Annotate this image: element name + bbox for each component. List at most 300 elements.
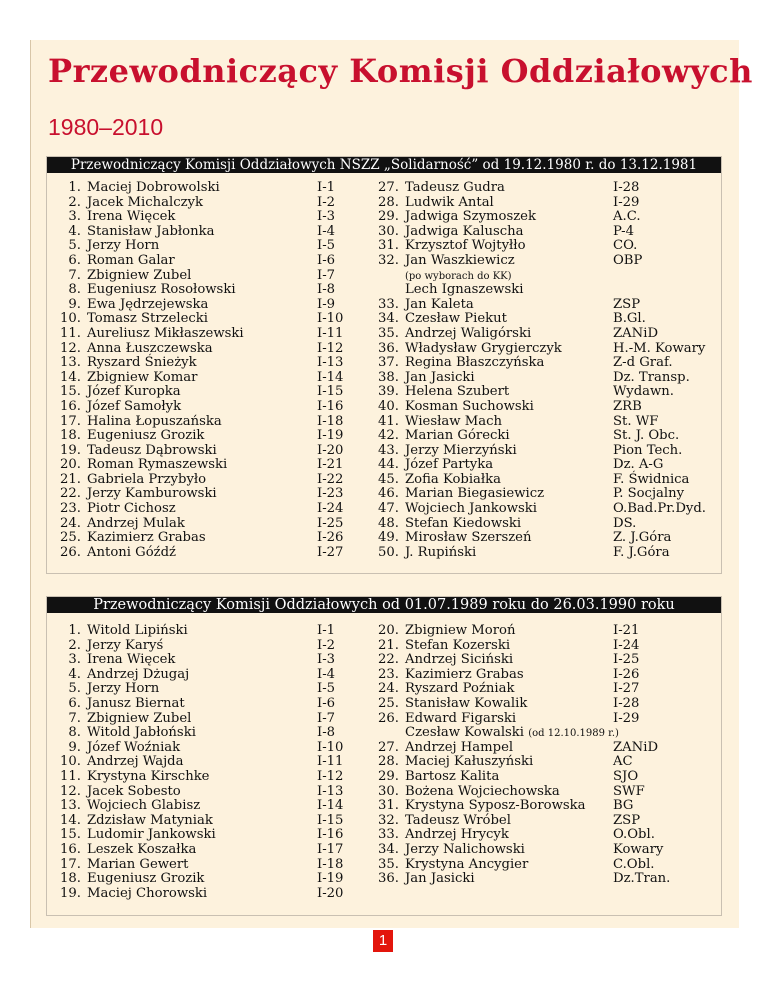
unit-code: I-28 [613, 695, 640, 711]
unit-code: I-7 [317, 267, 336, 283]
unit-code: I-3 [317, 652, 336, 668]
item-number: 4. [68, 666, 81, 682]
list-item [55, 814, 355, 829]
list-item [55, 196, 345, 211]
unit-code: I-28 [613, 180, 640, 195]
person-name: Marian Biegasiewicz [405, 486, 545, 502]
unit-code: I-22 [317, 471, 344, 487]
list-item [55, 400, 345, 415]
person-name: Aureliusz Mikłaszewski [87, 325, 244, 341]
unit-code: DS. [613, 515, 637, 531]
election-note [373, 269, 713, 284]
list-item [373, 327, 713, 342]
unit-code: I-27 [317, 544, 344, 560]
person-name: Roman Galar [87, 252, 175, 268]
item-number: 30. [378, 783, 399, 799]
list-item [55, 887, 355, 902]
list-item [55, 639, 355, 654]
list-item [55, 385, 345, 400]
unit-code: I-19 [317, 871, 344, 887]
person-name: Eugeniusz Rosołowski [87, 282, 236, 298]
item-number: 30. [378, 223, 399, 239]
list-item [373, 415, 713, 430]
list-item [55, 624, 355, 639]
list-item [373, 254, 713, 269]
list-item [55, 298, 345, 313]
item-number: 34. [378, 841, 399, 857]
item-number: 17. [60, 413, 81, 429]
item-number: 1. [68, 180, 81, 195]
item-number: 42. [378, 428, 399, 444]
item-number: 18. [60, 871, 81, 887]
unit-code: ZANiD [613, 325, 659, 341]
item-number: 28. [378, 194, 399, 210]
unit-code: Kowary [613, 841, 664, 857]
list-item [373, 858, 713, 873]
item-number: 24. [378, 681, 399, 697]
item-number: 26. [378, 710, 399, 726]
list-item [373, 872, 713, 887]
person-name: Tadeusz Gudra [405, 180, 505, 195]
person-name: Józef Partyka [405, 457, 494, 473]
person-name: Stefan Kozerski [405, 637, 511, 653]
person-name: Witold Lipiński [87, 623, 188, 638]
person-name: Andrzej Hampel [405, 739, 514, 755]
unit-code: I-16 [317, 398, 344, 414]
item-number: 32. [378, 812, 399, 828]
list-item [55, 327, 345, 342]
list-item [373, 668, 713, 683]
list-item [373, 828, 713, 843]
person-name: Jerzy Kamburowski [87, 486, 217, 502]
unit-code: I-14 [317, 369, 344, 385]
item-number: 5. [68, 681, 81, 697]
item-number: 9. [68, 739, 81, 755]
unit-code: I-29 [613, 194, 640, 210]
person-name: Maciej Dobrowolski [87, 180, 220, 195]
page-subtitle: 1980–2010 [48, 114, 164, 140]
item-number: 21. [378, 637, 399, 653]
item-number: 11. [60, 325, 81, 341]
item-number: 10. [60, 754, 81, 770]
item-number: 44. [378, 457, 399, 473]
person-name: Józef Samołyk [87, 398, 182, 414]
item-number: 33. [378, 827, 399, 843]
list-item [373, 356, 713, 371]
unit-code: I-8 [317, 282, 336, 298]
unit-code: Z-d Graf. [613, 355, 673, 371]
unit-code: I-1 [317, 180, 336, 195]
unit-code: F. J.Góra [613, 544, 670, 560]
unit-code: ZRB [613, 398, 642, 414]
item-number: 1. [68, 623, 81, 638]
unit-code: I-13 [317, 355, 344, 371]
unit-code: CO. [613, 238, 638, 254]
person-name: Eugeniusz Grozik [87, 871, 205, 887]
list-item [55, 697, 355, 712]
list-item [55, 415, 345, 430]
item-number: 13. [60, 355, 81, 371]
unit-code: Dz. A-G [613, 457, 664, 473]
item-number: 2. [68, 637, 81, 653]
person-name: Maciej Chorowski [87, 885, 208, 901]
item-number: 27. [378, 180, 399, 195]
list-item [373, 400, 713, 415]
item-number: 3. [68, 652, 81, 668]
list-item [373, 546, 713, 561]
item-number: 25. [60, 530, 81, 546]
unit-code: B.Gl. [613, 311, 646, 327]
list-item [373, 429, 713, 444]
person-name: Zofia Kobiałka [405, 471, 502, 487]
list-item [373, 181, 713, 196]
item-number: 31. [378, 798, 399, 814]
item-number: 31. [378, 238, 399, 254]
list-item [55, 239, 345, 254]
person-name: Gabriela Przybyło [87, 471, 207, 487]
unit-code: I-27 [613, 681, 640, 697]
person-name: J. Rupiński [405, 544, 477, 560]
item-number: 8. [68, 725, 81, 741]
unit-code: I-24 [613, 637, 640, 653]
item-number: 20. [378, 623, 399, 638]
person-name: Anna Łuszczewska [87, 340, 213, 356]
unit-code: I-25 [613, 652, 640, 668]
item-number: 16. [60, 398, 81, 414]
list-item [373, 371, 713, 386]
item-number: 19. [60, 885, 81, 901]
unit-code: I-26 [317, 530, 344, 546]
item-number: 45. [378, 471, 399, 487]
person-name: Witold Jabłoński [87, 725, 196, 741]
list-item [55, 726, 355, 741]
person-name: Ryszard Śnieżyk [87, 355, 197, 371]
person-name: Roman Rymaszewski [87, 457, 228, 473]
unit-code: AC [613, 754, 633, 770]
person-name: Halina Łopuszańska [87, 413, 222, 429]
item-number: 35. [378, 856, 399, 872]
left-column [55, 181, 345, 560]
unit-code: ZSP [613, 812, 641, 828]
list-item [373, 799, 713, 814]
item-number: 39. [378, 384, 399, 400]
list-item [373, 814, 713, 829]
page-title: Przewodniczący Komisji Oddziałowych [48, 52, 753, 90]
person-name: Krzysztof Wojtyłło [405, 238, 526, 254]
list-item [55, 371, 345, 386]
person-name: Leszek Koszałka [87, 841, 197, 857]
list-item [373, 770, 713, 785]
item-number: 5. [68, 238, 81, 254]
item-number: 10. [60, 311, 81, 327]
person-name: Jerzy Nalichowski [405, 841, 525, 857]
unit-code: Z. J.Góra [613, 530, 672, 546]
list-item [373, 653, 713, 668]
unit-code: I-21 [613, 623, 640, 638]
person-name: Zbigniew Moroń [405, 623, 516, 638]
list-item [55, 770, 355, 785]
item-number: 29. [378, 209, 399, 225]
person-name: Bartosz Kalita [405, 768, 500, 784]
list-item [55, 741, 355, 756]
unit-code: I-5 [317, 238, 336, 254]
unit-code: I-4 [317, 666, 336, 682]
list-item [55, 181, 345, 196]
item-number: 2. [68, 194, 81, 210]
list-item [55, 531, 345, 546]
item-number: 6. [68, 695, 81, 711]
item-number: 34. [378, 311, 399, 327]
list-item [373, 531, 713, 546]
person-name: Zdzisław Matyniak [87, 812, 213, 828]
item-number: 12. [60, 340, 81, 356]
list-item [373, 517, 713, 532]
list-item [55, 429, 345, 444]
list-item [373, 225, 713, 240]
unit-code: O.Bad.Pr.Dyd. [613, 501, 706, 517]
person-name: Jan Waszkiewicz [405, 252, 515, 268]
list-item [55, 682, 355, 697]
item-number: 24. [60, 515, 81, 531]
item-number: 48. [378, 515, 399, 531]
person-name: Kosman Suchowski [405, 398, 534, 414]
list-item [373, 298, 713, 313]
person-name: Jan Kaleta [405, 296, 474, 312]
item-number: 14. [60, 812, 81, 828]
unit-code: OBP [613, 252, 643, 268]
list-item [373, 444, 713, 459]
note-text: (po wyborach do KK) [405, 270, 512, 282]
list-item [55, 653, 355, 668]
unit-code: I-18 [317, 856, 344, 872]
list-item [55, 828, 355, 843]
list-item [373, 639, 713, 654]
item-number: 22. [60, 486, 81, 502]
note-person [373, 726, 713, 741]
person-name: Czesław Piekut [405, 311, 507, 327]
person-name: Zbigniew Komar [87, 369, 198, 385]
person-name: Maciej Kałuszyński [405, 754, 534, 770]
person-name: Andrzej Waligórski [405, 325, 532, 341]
person-name: Bożena Wojciechowska [405, 783, 560, 799]
person-name: Kazimierz Grabas [405, 666, 524, 682]
person-name: Eugeniusz Grozik [87, 428, 205, 444]
person-name: Jerzy Horn [87, 238, 160, 254]
list-item [55, 356, 345, 371]
person-name: Jerzy Horn [87, 681, 160, 697]
item-number: 20. [60, 457, 81, 473]
item-number: 26. [60, 544, 81, 560]
note-text: (od 12.10.1989 r.) [528, 728, 619, 740]
item-number: 16. [60, 841, 81, 857]
unit-code: Dz. Transp. [613, 369, 690, 385]
item-number: 33. [378, 296, 399, 312]
item-number: 6. [68, 252, 81, 268]
person-name: Tadeusz Wróbel [405, 812, 511, 828]
unit-code: I-12 [317, 340, 344, 356]
item-number: 28. [378, 754, 399, 770]
item-number: 12. [60, 783, 81, 799]
unit-code: O.Obl. [613, 827, 655, 843]
list-item [373, 624, 713, 639]
unit-code: I-13 [317, 783, 344, 799]
person-name: Wiesław Mach [405, 413, 502, 429]
person-name: Ewa Jędrzejewska [87, 296, 209, 312]
list-item [55, 517, 345, 532]
unit-code: I-2 [317, 194, 336, 210]
section-1980-1981 [46, 156, 722, 574]
unit-code: I-6 [317, 695, 336, 711]
unit-code: Dz.Tran. [613, 871, 671, 887]
unit-code: ZANiD [613, 739, 659, 755]
unit-code: I-19 [317, 428, 344, 444]
item-number: 23. [60, 501, 81, 517]
unit-code: I-9 [317, 296, 336, 312]
list-item [373, 210, 713, 225]
unit-code: I-26 [613, 666, 640, 682]
person-name: Władysław Grygierczyk [405, 340, 562, 356]
person-name: Józef Woźniak [87, 739, 181, 755]
list-item [55, 668, 355, 683]
person-name: Antoni Góźdź [87, 544, 176, 560]
item-number: 18. [60, 428, 81, 444]
unit-code: P. Socjalny [613, 486, 685, 502]
unit-code: I-15 [317, 384, 344, 400]
unit-code: I-1 [317, 623, 336, 638]
unit-code: I-10 [317, 311, 344, 327]
unit-code: A.C. [613, 209, 641, 225]
item-number: 41. [378, 413, 399, 429]
unit-code: I-5 [317, 681, 336, 697]
item-number: 15. [60, 384, 81, 400]
person-name: Jerzy Karyś [87, 637, 164, 653]
unit-code: H.-M. Kowary [613, 340, 706, 356]
unit-code: I-15 [317, 812, 344, 828]
list-item [55, 712, 355, 727]
unit-code: I-11 [317, 754, 344, 770]
person-name: Józef Kuropka [87, 384, 181, 400]
item-number: 11. [60, 768, 81, 784]
person-name: Andrzej Dżugaj [87, 666, 190, 682]
person-name: Marian Gewert [87, 856, 189, 872]
item-number: 37. [378, 355, 399, 371]
person-name: Czesław Kowalski [405, 725, 525, 741]
person-name: Irena Więcek [87, 652, 176, 668]
right-column [373, 181, 713, 560]
unit-code: P-4 [613, 223, 634, 239]
list-item [373, 697, 713, 712]
unit-code: I-4 [317, 223, 336, 239]
person-name: Krystyna Kirschke [87, 768, 210, 784]
list-item [55, 473, 345, 488]
note-person [373, 283, 713, 298]
unit-code: SWF [613, 783, 645, 799]
unit-code: I-20 [317, 885, 344, 901]
unit-code: C.Obl. [613, 856, 655, 872]
person-name: Ludomir Jankowski [87, 827, 216, 843]
person-name: Tomasz Strzelecki [87, 311, 208, 327]
person-name: Jadwiga Szymoszek [405, 209, 536, 225]
unit-code: I-21 [317, 457, 344, 473]
list-item [373, 502, 713, 517]
item-number: 49. [378, 530, 399, 546]
person-name: Tadeusz Dąbrowski [87, 442, 217, 458]
item-number: 50. [378, 544, 399, 560]
person-name: Andrzej Wajda [87, 754, 184, 770]
item-number: 40. [378, 398, 399, 414]
person-name: Andrzej Hrycyk [405, 827, 509, 843]
person-name: Wojciech Glabisz [87, 798, 201, 814]
unit-code: Pion Tech. [613, 442, 683, 458]
item-number: 25. [378, 695, 399, 711]
person-name: Ludwik Antal [405, 194, 494, 210]
person-name: Mirosław Szerszeń [405, 530, 532, 546]
person-name: Zbigniew Zubel [87, 267, 192, 283]
unit-code: I-14 [317, 798, 344, 814]
unit-code: ZSP [613, 296, 641, 312]
person-name: Stefan Kiedowski [405, 515, 522, 531]
person-name: Jacek Michalczyk [87, 194, 203, 210]
list-item [373, 196, 713, 211]
unit-code: I-2 [317, 637, 336, 653]
item-number: 21. [60, 471, 81, 487]
list-item [55, 225, 345, 240]
list-item [373, 843, 713, 858]
unit-code: SJO [613, 768, 639, 784]
person-name: Jan Jasicki [405, 369, 475, 385]
list-item [373, 458, 713, 473]
list-item [55, 269, 345, 284]
unit-code: I-23 [317, 486, 344, 502]
list-item [55, 755, 355, 770]
item-number: 36. [378, 871, 399, 887]
list-item [55, 799, 355, 814]
list-item [55, 444, 345, 459]
person-name: Zbigniew Zubel [87, 710, 192, 726]
unit-code: I-10 [317, 739, 344, 755]
item-number: 29. [378, 768, 399, 784]
item-number: 8. [68, 282, 81, 298]
person-name: Janusz Biernat [87, 695, 185, 711]
item-number: 19. [60, 442, 81, 458]
person-name: Jerzy Mierzyński [405, 442, 517, 458]
unit-code: I-24 [317, 501, 344, 517]
list-item [373, 342, 713, 357]
list-item [55, 546, 345, 561]
page-number: 1 [373, 930, 393, 952]
person-name: Wojciech Jankowski [405, 501, 538, 517]
unit-code: I-17 [317, 841, 344, 857]
unit-code: I-12 [317, 768, 344, 784]
unit-code: BG [613, 798, 634, 814]
list-item [373, 755, 713, 770]
list-item [55, 458, 345, 473]
item-number: 7. [68, 710, 81, 726]
item-number: 35. [378, 325, 399, 341]
unit-code: I-25 [317, 515, 344, 531]
item-number: 43. [378, 442, 399, 458]
unit-code: I-20 [317, 442, 344, 458]
list-item [55, 502, 345, 517]
person-name: Andrzej Siciński [405, 652, 514, 668]
item-number: 13. [60, 798, 81, 814]
item-number: 27. [378, 739, 399, 755]
person-name: Marian Górecki [405, 428, 510, 444]
item-number: 23. [378, 666, 399, 682]
list-item [373, 741, 713, 756]
list-item [373, 712, 713, 727]
person-name: Jan Jasicki [405, 871, 475, 887]
